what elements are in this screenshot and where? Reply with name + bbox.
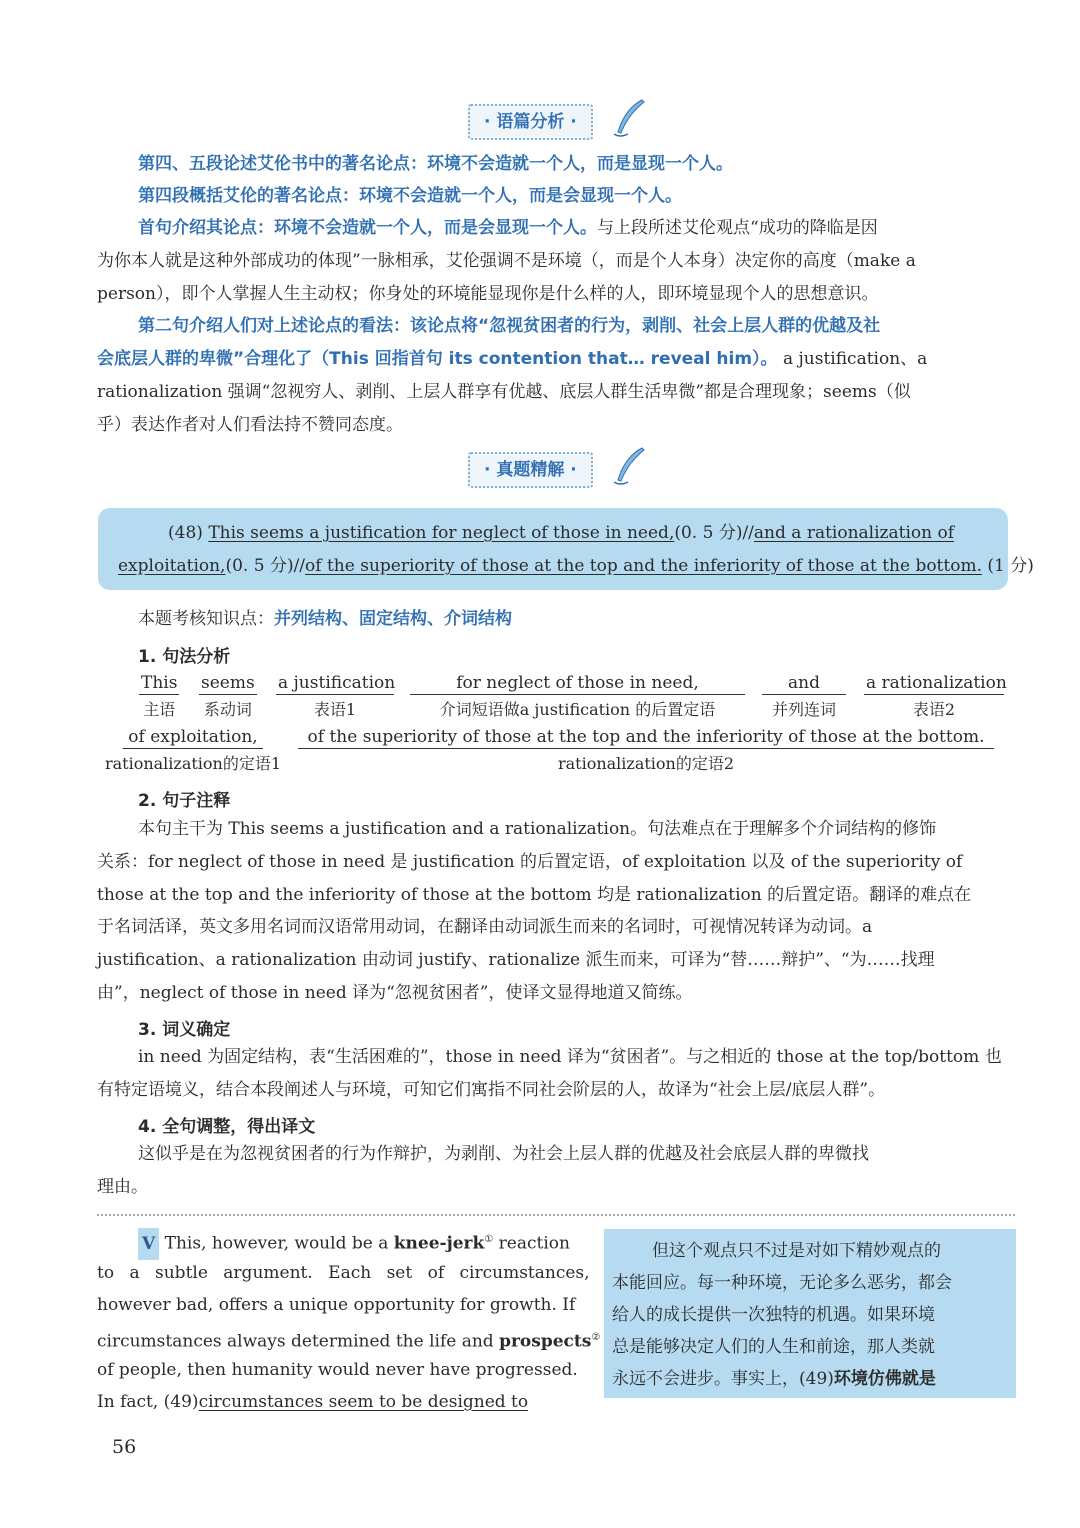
- diagram-zh: 系动词: [203, 700, 252, 719]
- passage-line-6: [97, 1386, 587, 1419]
- diagram-item-of-superiority: [298, 727, 994, 774]
- meaning-line-1: in need 为固定结构，表“生活困难的”，those in need 译为“贫困者”。与之相近的 those at the top/bottom 也: [138, 1047, 1002, 1067]
- quill-icon: [610, 446, 646, 488]
- passage-cn-line-1: 但这个观点只不过是对如下精妙观点的: [652, 1241, 941, 1261]
- diagram-item-this: [139, 673, 179, 720]
- analysis-para-3-line-3: person），即个人掌握人生主动权；你身处的环境能显现你是什么样的人，即环境显现个人的思想意识。: [97, 284, 879, 304]
- notes-line-6: 由”，neglect of those in need 译为“忽视贫困者”，使译文显得地道又简练。: [97, 983, 693, 1003]
- passage-line-5: of people, then humanity would never have progressed.: [97, 1360, 578, 1380]
- diagram-zh: rationalization的定语1: [104, 754, 282, 773]
- analysis-para-4-blue: 会底层人群的卑微”合理化了（This 回指首句 its contention that… reveal him）。: [97, 349, 778, 369]
- analysis-para-3-lead: 首句介绍其论点：环境不会造就一个人，而是会显现一个人。: [138, 218, 597, 238]
- diagram-zh: 表语1: [313, 700, 357, 719]
- section-title-exam: · 真题精解 ·: [468, 452, 593, 488]
- section-divider: [97, 1214, 1015, 1216]
- section-title-analysis: · 语篇分析 ·: [468, 104, 593, 140]
- notes-line-2: 关系：for neglect of those in need 是 justification 的后置定语，of exploitation 以及 of the superiority of: [97, 852, 963, 872]
- diagram-zh: rationalization的定语2: [557, 754, 735, 773]
- question-score-2: (0. 5 分)//: [225, 556, 306, 576]
- diagram-en: for neglect of those in need,: [410, 673, 745, 695]
- quill-icon: [610, 98, 646, 140]
- footnote-1: ①: [484, 1234, 494, 1245]
- analysis-para-3-rest: 与上段所述艾伦观点“成功的降临是因: [597, 218, 878, 238]
- passage-cn-line-2: 本能回应。每一种环境，无论多么恶劣，都会: [612, 1273, 952, 1293]
- diagram-item-and: [762, 673, 846, 720]
- question-part-1: This seems a justification for neglect of those in need,: [208, 523, 675, 543]
- passage-text: In fact, (49): [97, 1392, 199, 1412]
- step-1-heading: 1. 句法分析: [138, 647, 231, 667]
- step-2-heading: 2. 句子注释: [138, 791, 231, 811]
- passage-cn-bold: 环境仿佛就是: [833, 1369, 936, 1389]
- analysis-para-3-line-2: 为你本人就是这种外部成功的体现”一脉相承，艾伦强调不是环境（，而是个人本身）决定你的高度（make a: [97, 251, 916, 271]
- diagram-en: seems: [201, 673, 255, 693]
- passage-text: circumstances always determined the life and: [97, 1331, 494, 1352]
- footnote-2: ②: [591, 1332, 601, 1343]
- question-score-3: (1 分): [987, 556, 1034, 576]
- passage-cn-line-5: [612, 1363, 1012, 1395]
- diagram-en: This: [141, 673, 178, 693]
- passage-line-3: however bad, offers a unique opportunity for growth. If: [97, 1295, 576, 1315]
- question-part-4: of the superiority of those at the top and the inferiority of those at the bottom.: [305, 556, 982, 576]
- analysis-para-4-rest: a justification、a: [782, 349, 928, 369]
- question-score-1: (0. 5 分)//: [674, 523, 754, 543]
- step-3-heading: 3. 词义确定: [138, 1020, 231, 1040]
- paragraph-marker: V: [138, 1228, 159, 1261]
- diagram-item-for-neglect: [410, 673, 745, 720]
- passage-cn-line-4: 总是能够决定人们的人生和前途，那人类就: [612, 1337, 935, 1357]
- page-number: 56: [112, 1436, 137, 1458]
- passage-line-4: [97, 1322, 601, 1358]
- diagram-en: of the superiority of those at the top and the inferiority of those at the bottom.: [298, 727, 994, 749]
- knowledge-points: [138, 603, 1015, 635]
- analysis-para-4: 第二句介绍人们对上述论点的看法：该论点将“忽视贫困者的行为，剥削、社会上层人群的优越及社: [138, 316, 881, 336]
- analysis-para-2: 第四段概括艾伦的著名论点：环境不会造就一个人，而是会显现一个人。: [138, 186, 682, 206]
- analysis-para-4-line-4: 乎）表达作者对人们看法持不赞同态度。: [97, 415, 403, 435]
- analysis-para-4-line-3: rationalization 强调“忽视穷人、剥削、上层人群享有优越、底层人群生活卑微”都是合理现象；seems（似: [97, 382, 911, 402]
- analysis-para-1: 第四、五段论述艾伦书中的著名论点：环境不会造就一个人，而是显现一个人。: [138, 154, 733, 174]
- diagram-item-rationalization: [864, 673, 1007, 720]
- analysis-para-4-line-2: [97, 343, 1015, 375]
- question-line-2: [118, 550, 1034, 582]
- diagram-en: a justification: [278, 673, 396, 693]
- question-part-2: and a rationalization of: [753, 523, 955, 543]
- passage-cn-text: 永远不会进步。事实上，(49): [612, 1369, 834, 1389]
- notes-line-5: justification、a rationalization 由动词 justify、rationalize 派生而来，可译为“替……辩护”、“为……找理: [97, 950, 935, 970]
- diagram-en: of exploitation,: [123, 727, 263, 749]
- meaning-line-2: 有特定语境义，结合本段阐述人与环境，可知它们寓指不同社会阶层的人，故译为“社会上层/底层人群”。: [97, 1080, 886, 1100]
- knowledge-label: 本题考核知识点：: [138, 609, 274, 629]
- diagram-item-justification: [276, 673, 394, 720]
- diagram-en: a rationalization: [866, 673, 1007, 693]
- knowledge-list: 并列结构、固定结构、介词结构: [274, 609, 512, 629]
- analysis-para-3: [138, 212, 1015, 244]
- translation-line-2: 理由。: [97, 1177, 148, 1197]
- diagram-item-of-exploitation: [97, 727, 289, 774]
- question-number: (48): [168, 523, 203, 543]
- diagram-zh: 并列连词: [771, 700, 836, 719]
- vocab-prospects: prospects: [499, 1331, 592, 1352]
- passage-line-2: to a subtle argument. Each set of circumstances,: [97, 1263, 590, 1283]
- passage-text: This, however, would be a: [164, 1233, 389, 1254]
- diagram-zh: 主语: [143, 700, 176, 719]
- diagram-item-seems: [199, 673, 257, 720]
- notes-line-3: those at the top and the inferiority of those at the bottom 均是 rationalization 的后置定语。翻译的难点在: [97, 885, 972, 905]
- passage-line-1: [138, 1224, 586, 1260]
- step-4-heading: 4. 全句调整，得出译文: [138, 1117, 316, 1137]
- question-part-3: exploitation,: [118, 556, 226, 576]
- diagram-zh: 表语2: [912, 700, 956, 719]
- notes-line-1: 本句主干为 This seems a justification and a rationalization。句法难点在于理解多个介词结构的修饰: [138, 819, 937, 839]
- passage-cn-line-3: 给人的成长提供一次独特的机遇。如果环境: [612, 1305, 935, 1325]
- passage-text: reaction: [498, 1233, 570, 1254]
- notes-line-4: 于名词活译，英文多用名词而汉语常用动词，在翻译由动词派生而来的名词时，可视情况转译为动词。a: [97, 917, 873, 937]
- question-line-1: [168, 517, 998, 549]
- diagram-zh: 介词短语做a justification 的后置定语: [439, 700, 716, 719]
- translation-line-1: 这似乎是在为忽视贫困者的行为作辩护，为剥削、为社会上层人群的优越及社会底层人群的卑微找: [138, 1144, 869, 1164]
- vocab-knee-jerk: knee-jerk: [393, 1233, 485, 1254]
- passage-underlined: circumstances seem to be designed to: [198, 1392, 529, 1412]
- diagram-en: and: [762, 673, 846, 695]
